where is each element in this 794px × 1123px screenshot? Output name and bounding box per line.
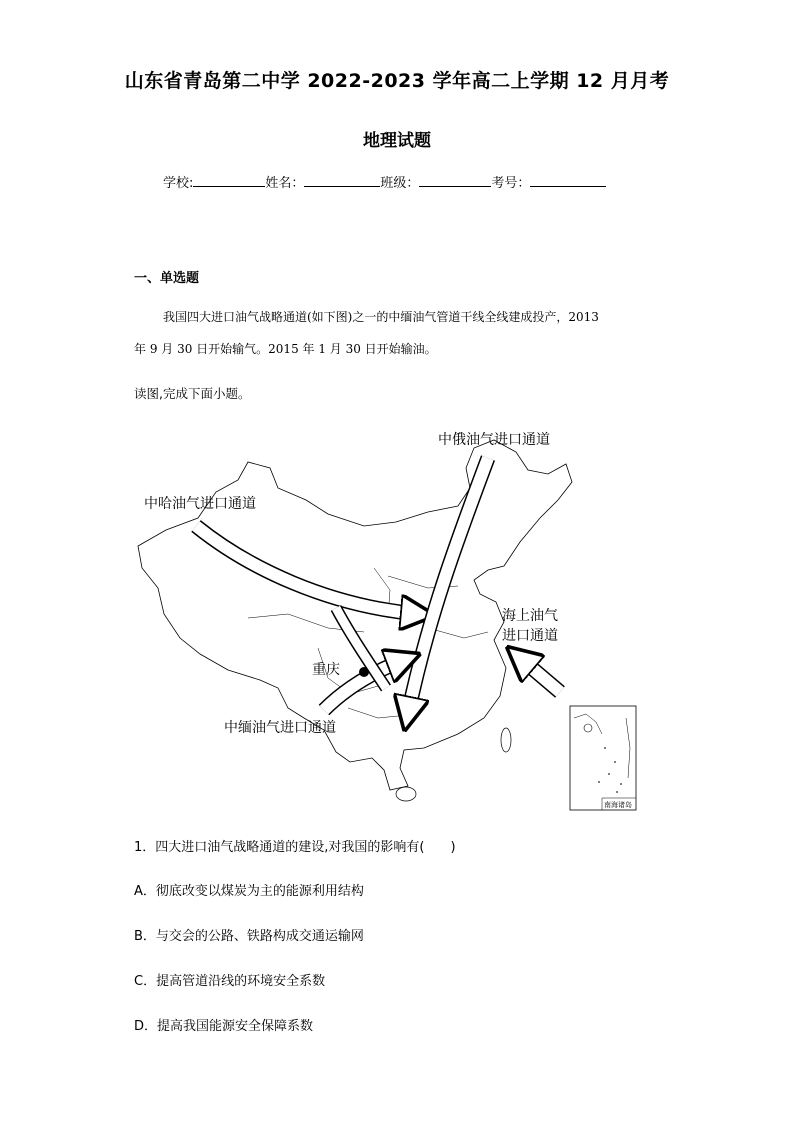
class-blank[interactable]	[419, 174, 491, 187]
option-a[interactable]: A．彻底改变以煤炭为主的能源利用结构	[134, 884, 364, 899]
question-stem: 1．四大进口油气战略通道的建设,对我国的影响有( )	[134, 840, 456, 855]
id-blank[interactable]	[530, 174, 606, 187]
label-myanmar-channel: 中缅油气进口通道	[224, 720, 336, 736]
name-blank[interactable]	[304, 174, 380, 187]
hainan-island	[396, 787, 416, 801]
passage-line-1: 我国四大进口油气战略通道(如下图)之一的中缅油气管道干线全线建成投产，2013	[163, 310, 599, 324]
china-oil-gas-channels-map	[128, 418, 648, 818]
label-kazakh-channel: 中哈油气进口通道	[144, 496, 256, 512]
page-title: 山东省青岛第二中学 2022-2023 学年高二上学期 12 月月考	[124, 70, 670, 92]
id-label: 考号：	[491, 176, 531, 191]
taiwan-island	[501, 728, 511, 752]
section-heading: 一、单选题	[134, 271, 200, 286]
passage-line-2: 年 9 月 30 日开始输气。2015 年 1 月 30 日开始输油。	[134, 342, 437, 356]
passage-instruction: 读图,完成下面小题。	[134, 386, 251, 401]
inset-label: 南海诸岛	[604, 801, 632, 809]
label-sea-channel-1: 海上油气	[502, 608, 558, 624]
class-label: 班级：	[380, 176, 420, 191]
option-c[interactable]: C．提高管道沿线的环境安全系数	[134, 974, 326, 989]
label-russia-channel: 中俄油气进口通道	[438, 432, 550, 448]
option-b[interactable]: B．与交会的公路、铁路构成交通运输网	[134, 929, 364, 944]
label-chongqing: 重庆	[312, 662, 340, 678]
name-label: 姓名：	[265, 176, 305, 191]
school-label: 学校:	[163, 176, 194, 191]
option-d[interactable]: D．提高我国能源安全保障系数	[134, 1019, 314, 1034]
south-china-sea-inset	[570, 706, 636, 810]
label-sea-channel-2: 进口通道	[502, 628, 558, 644]
student-info-line	[163, 172, 606, 191]
page-subtitle: 地理试题	[363, 131, 431, 151]
chongqing-dot	[359, 667, 369, 677]
school-blank[interactable]	[193, 174, 265, 187]
